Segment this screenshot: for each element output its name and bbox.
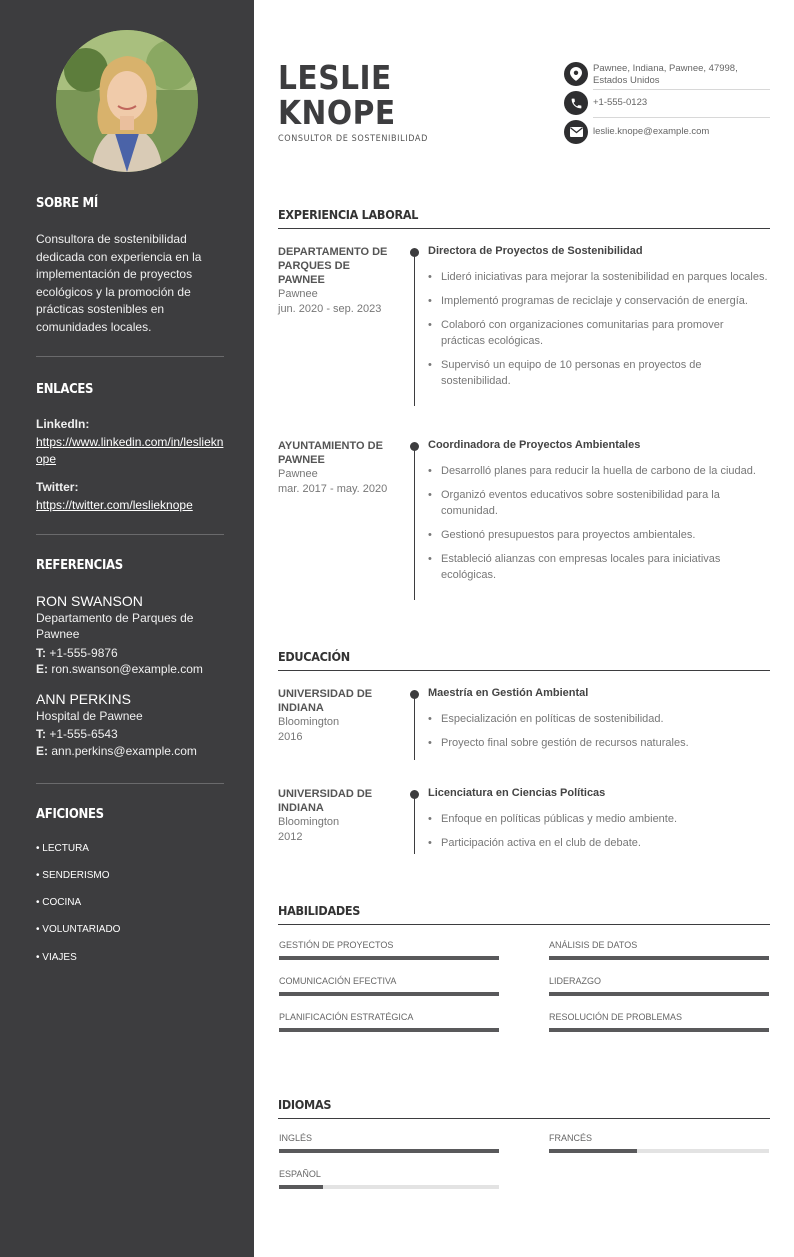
entry-dates: 2016	[278, 731, 303, 743]
language-bar-track	[279, 1185, 499, 1189]
language-item	[549, 1133, 769, 1143]
skill-label: PLANIFICACIÓN ESTRATÉGICA	[279, 1012, 414, 1022]
entry-meta	[278, 245, 390, 316]
entry-organization: UNIVERSIDAD DE INDIANA	[278, 688, 373, 714]
bullet-item: • Enfoque en políticas públicas y medio ambiente.	[428, 811, 768, 827]
hobbies-heading: AFICIONES	[36, 807, 104, 822]
bullet-item: • Implementó programas de reciclaje y conservación de energía.	[428, 293, 768, 309]
skill-label: RESOLUCIÓN DE PROBLEMAS	[549, 1012, 683, 1022]
education-entry	[278, 787, 770, 857]
bullet-item: • Lideró iniciativas para mejorar la sostenibilidad en parques locales.	[428, 269, 768, 285]
linkedin-block	[36, 416, 226, 469]
entry-bullets	[428, 269, 768, 397]
skill-item	[549, 976, 769, 986]
entry-organization: UNIVERSIDAD DE INDIANA	[278, 788, 373, 814]
entry-meta	[278, 787, 390, 844]
entry-location: Bloomington	[278, 716, 340, 728]
envelope-icon	[564, 120, 588, 144]
links-heading: ENLACES	[36, 382, 94, 397]
bullet-item: • Estableció alianzas con empresas locales para iniciativas ecológicas.	[428, 551, 768, 583]
language-bar-track	[279, 1149, 499, 1153]
entry-organization: DEPARTAMENTO DE PARQUES DE PAWNEE	[278, 246, 388, 286]
entry-dates: 2012	[278, 831, 303, 843]
entry-dates: mar. 2017 - may. 2020	[278, 483, 388, 495]
phone-label: T:	[36, 645, 46, 660]
first-name: LESLIE	[278, 58, 392, 97]
skill-item	[549, 940, 769, 950]
last-name: KNOPE	[278, 93, 396, 132]
reference-phone: +1-555-6543	[49, 727, 118, 741]
profile-photo	[56, 30, 198, 172]
divider	[593, 117, 770, 118]
entry-meta	[278, 439, 390, 496]
timeline-line	[414, 794, 415, 854]
bullet-item: • Proyecto final sobre gestión de recursos naturales.	[428, 735, 768, 751]
skill-label: GESTIÓN DE PROYECTOS	[279, 940, 394, 950]
language-bar-track	[549, 1149, 769, 1153]
entry-bullets	[428, 463, 768, 591]
skill-item	[279, 940, 499, 950]
bullet-item: • Especialización en políticas de sostenibilidad.	[428, 711, 768, 727]
skill-bar-track	[279, 1028, 499, 1032]
hobby-item: • SENDERISMO	[36, 870, 110, 881]
divider	[593, 89, 770, 90]
email-text: leslie.knope@example.com	[593, 126, 710, 137]
entry-role: Licenciatura en Ciencias Políticas	[428, 787, 606, 799]
language-label: ESPAÑOL	[279, 1169, 321, 1179]
twitter-label: Twitter:	[36, 480, 79, 494]
reference-org: Departamento de Parques de Pawnee	[36, 610, 194, 641]
skill-bar-track	[549, 1028, 769, 1032]
skill-bar-fill	[279, 992, 499, 996]
skill-bar-fill	[279, 956, 499, 960]
entry-meta	[278, 687, 390, 744]
entry-dates: jun. 2020 - sep. 2023	[278, 303, 382, 315]
skill-label: LIDERAZGO	[549, 976, 602, 986]
bullet-item: • Supervisó un equipo de 10 personas en proyectos de sostenibilidad.	[428, 357, 768, 389]
reference-item	[36, 593, 226, 678]
entry-organization: AYUNTAMIENTO DE PAWNEE	[278, 440, 383, 466]
timeline-line	[414, 694, 415, 760]
skill-bar-track	[549, 956, 769, 960]
entry-role: Coordinadora de Proyectos Ambientales	[428, 439, 641, 451]
skill-bar-fill	[549, 992, 769, 996]
timeline-line	[414, 252, 415, 406]
phone-text: +1-555-0123	[593, 97, 648, 108]
skill-bar-fill	[549, 956, 769, 960]
bullet-item: • Desarrolló planes para reducir la huella de carbono de la ciudad.	[428, 463, 768, 479]
entry-role: Directora de Proyectos de Sostenibilidad	[428, 245, 643, 257]
linkedin-link[interactable]: https://www.linkedin.com/in/leslieknope	[36, 434, 224, 466]
hobby-item: • LECTURA	[36, 843, 89, 854]
reference-phone: +1-555-9876	[49, 645, 118, 660]
experience-entry	[278, 245, 770, 405]
experience-heading: EXPERIENCIA LABORAL	[278, 207, 770, 229]
reference-email: ann.perkins@example.com	[51, 743, 197, 758]
skill-label: COMUNICACIÓN EFECTIVA	[279, 976, 397, 986]
entry-bullets	[428, 811, 768, 859]
about-heading: SOBRE MÍ	[36, 196, 98, 211]
job-title: CONSULTOR DE SOSTENIBILIDAD	[278, 134, 428, 144]
address-text: Pawnee, Indiana, Pawnee, 47998, Estados Unidos	[593, 63, 738, 86]
reference-name: RON SWANSON	[36, 593, 143, 609]
skill-bar-fill	[279, 1028, 499, 1032]
entry-location: Bloomington	[278, 816, 340, 828]
reference-item	[36, 691, 226, 759]
skill-bar-track	[549, 992, 769, 996]
language-item	[279, 1133, 499, 1143]
reference-email: ron.swanson@example.com	[51, 662, 203, 676]
language-item	[279, 1169, 499, 1179]
bullet-item: • Participación activa en el club de debate.	[428, 835, 768, 851]
bullet-item: • Gestionó presupuestos para proyectos ambientales.	[428, 527, 768, 543]
skill-item	[549, 1012, 769, 1022]
divider	[36, 534, 224, 535]
language-label: INGLÉS	[279, 1133, 313, 1143]
education-heading: EDUCACIÓN	[278, 649, 770, 671]
main-content	[254, 0, 794, 1257]
reference-name: ANN PERKINS	[36, 691, 131, 707]
full-name	[278, 60, 396, 130]
skill-bar-track	[279, 992, 499, 996]
language-label: FRANCÉS	[549, 1133, 593, 1143]
email-label: E:	[36, 743, 48, 758]
skill-bar-track	[279, 956, 499, 960]
bullet-item: • Colaboró con organizaciones comunitarias para promover prácticas ecológicas.	[428, 317, 768, 349]
language-bar-fill	[279, 1149, 499, 1153]
about-text: Consultora de sostenibilidad dedicada con experiencia en la implementación de proyectos ecológicos y la promoción de prácticas sostenibles en comunidades locales.	[36, 232, 202, 334]
skill-item	[279, 976, 499, 986]
skill-item	[279, 1012, 499, 1022]
divider	[36, 356, 224, 357]
divider	[36, 783, 224, 784]
hobby-item: • VIAJES	[36, 952, 77, 963]
sidebar	[0, 0, 254, 1257]
bullet-item: • Organizó eventos educativos sobre sostenibilidad para la comunidad.	[428, 487, 768, 519]
skill-label: ANÁLISIS DE DATOS	[549, 940, 638, 950]
linkedin-label: LinkedIn:	[36, 417, 90, 431]
hobby-item: • VOLUNTARIADO	[36, 924, 121, 935]
skill-bar-fill	[549, 1028, 769, 1032]
timeline-line	[414, 446, 415, 600]
languages-heading: IDIOMAS	[278, 1097, 770, 1119]
entry-bullets	[428, 711, 768, 759]
language-bar-fill	[549, 1149, 637, 1153]
twitter-block	[36, 479, 226, 514]
hobby-item: • COCINA	[36, 897, 82, 908]
phone-label: T:	[36, 727, 46, 741]
experience-entry	[278, 439, 770, 599]
reference-org: Hospital de Pawnee	[36, 708, 143, 723]
email-label: E:	[36, 662, 48, 676]
education-entry	[278, 687, 770, 757]
location-pin-icon	[564, 62, 588, 86]
entry-role: Maestría en Gestión Ambiental	[428, 687, 589, 699]
phone-icon	[564, 91, 588, 115]
entry-location: Pawnee	[278, 468, 318, 480]
references-heading: REFERENCIAS	[36, 558, 123, 573]
language-bar-fill	[279, 1185, 323, 1189]
skills-heading: HABILIDADES	[278, 903, 770, 925]
twitter-link[interactable]: https://twitter.com/leslieknope	[36, 497, 193, 512]
entry-location: Pawnee	[278, 288, 318, 300]
